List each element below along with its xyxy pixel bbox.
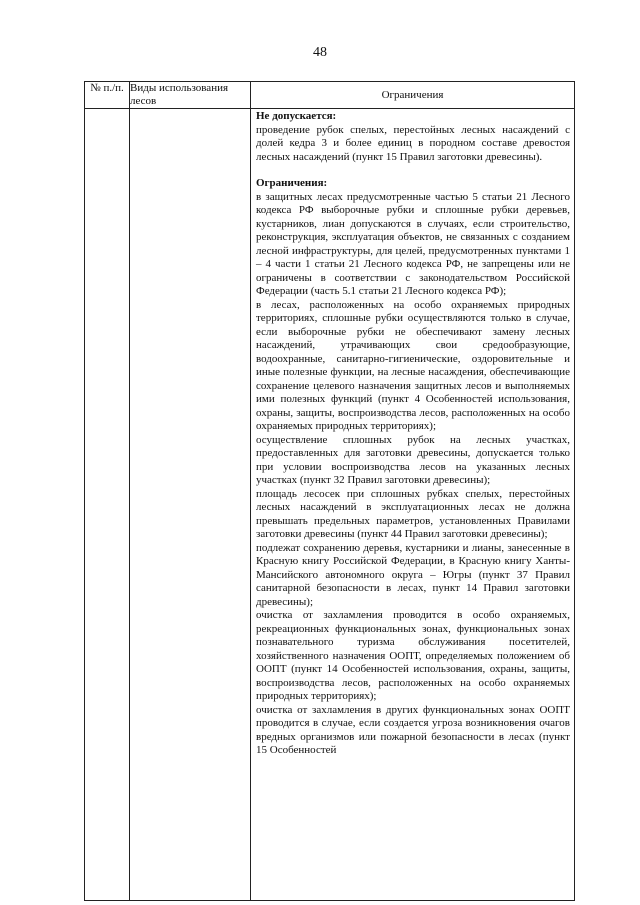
limit-paragraph: очистка от захламления проводится в особо охраняемых, рекреационных функциональных зонах, функциональных зонах познавательного туризма обслуживания посетителей, хозяйственного назначения ООПТ, определяемых положением об ООПТ (пункт 14 Особенностей использования, охраны, защиты, воспроизводства лесов, расположенных на особо охраняемых природных территориях);	[256, 609, 570, 702]
heading-limits: Ограничения:	[256, 177, 328, 189]
restrictions-table	[84, 81, 575, 901]
table-header-row	[85, 82, 575, 109]
header-forest-use-types: Виды использования лесов	[130, 82, 251, 109]
limit-paragraph: очистка от захламления в других функциональных зонах ООПТ проводится в случае, если создается угроза возникновения очагов вредных организмов или пожарной безопасности в лесах (пункт 15 Особенностей	[256, 703, 570, 756]
header-number: № п./п.	[85, 82, 130, 109]
cell-number	[85, 109, 130, 901]
limit-paragraph: в защитных лесах предусмотренные частью 5 статьи 21 Лесного кодекса РФ выборочные рубки и сплошные рубки деревьев, кустарников, лиан допускаются в случаях, если строительство, реконструкция, эксплуатация объектов, не связанных с созданием лесной инфраструктуры, для целей, предусмотренных пунктами 1 – 4 части 1 статьи 21 Лесного кодекса РФ, не запрещены или не ограничены в соответствии с законодательством Российской Федерации (часть 5.1 статьи 21 Лесного кодекса РФ);	[256, 190, 570, 297]
limit-paragraph: подлежат сохранению деревья, кустарники и лианы, занесенные в Красную книгу Российской Федерации, в Красную книгу Ханты-Мансийского автономного округа – Югры (пункт 37 Правил санитарной безопасности в лесах, пункт 14 Правил заготовки древесины);	[256, 541, 570, 608]
cell-restrictions	[251, 109, 575, 901]
limit-paragraph: осуществление сплошных рубок на лесных участках, предоставленных для заготовки древесины, допускается только при условии воспроизводства лесов на указанных лесных участках (пункт 32 Правил заготовки древесины);	[256, 433, 570, 486]
header-restrictions: Ограничения	[251, 82, 575, 109]
not-allowed-paragraph: проведение рубок спелых, перестойных лесных насаждений с долей кедра 3 и более единиц в породном составе древостоя лесных насаждений (пункт 15 Правил заготовки древесины).	[256, 123, 570, 163]
table-row	[85, 109, 575, 901]
limit-paragraph: площадь лесосек при сплошных рубках спелых, перестойных лесных насаждений в эксплуатационных лесах не должна превышать предельных параметров, установленных Правилами заготовки древесины (пункт 44 Правил заготовки древесины);	[256, 487, 570, 540]
page-number: 48	[313, 45, 327, 60]
cell-forest-use	[130, 109, 251, 901]
limit-paragraph: в лесах, расположенных на особо охраняемых природных территориях, сплошные рубки осуществляются только в случае, если выборочные рубки не обеспечивают замену лесных насаждений, утрачивающих свои средообразующие, водоохранные, санитарно-гигиенические, оздоровительные и иные полезные функции, на лесные насаждения, обеспечивающие сохранение целевого назначения защитных лесов и выполняемых ими полезных функций (пункт 4 Особенностей использования, охраны, защиты, воспроизводства лесов, расположенных на особо охраняемых природных территориях);	[256, 298, 570, 432]
heading-not-allowed: Не допускается:	[256, 110, 337, 122]
